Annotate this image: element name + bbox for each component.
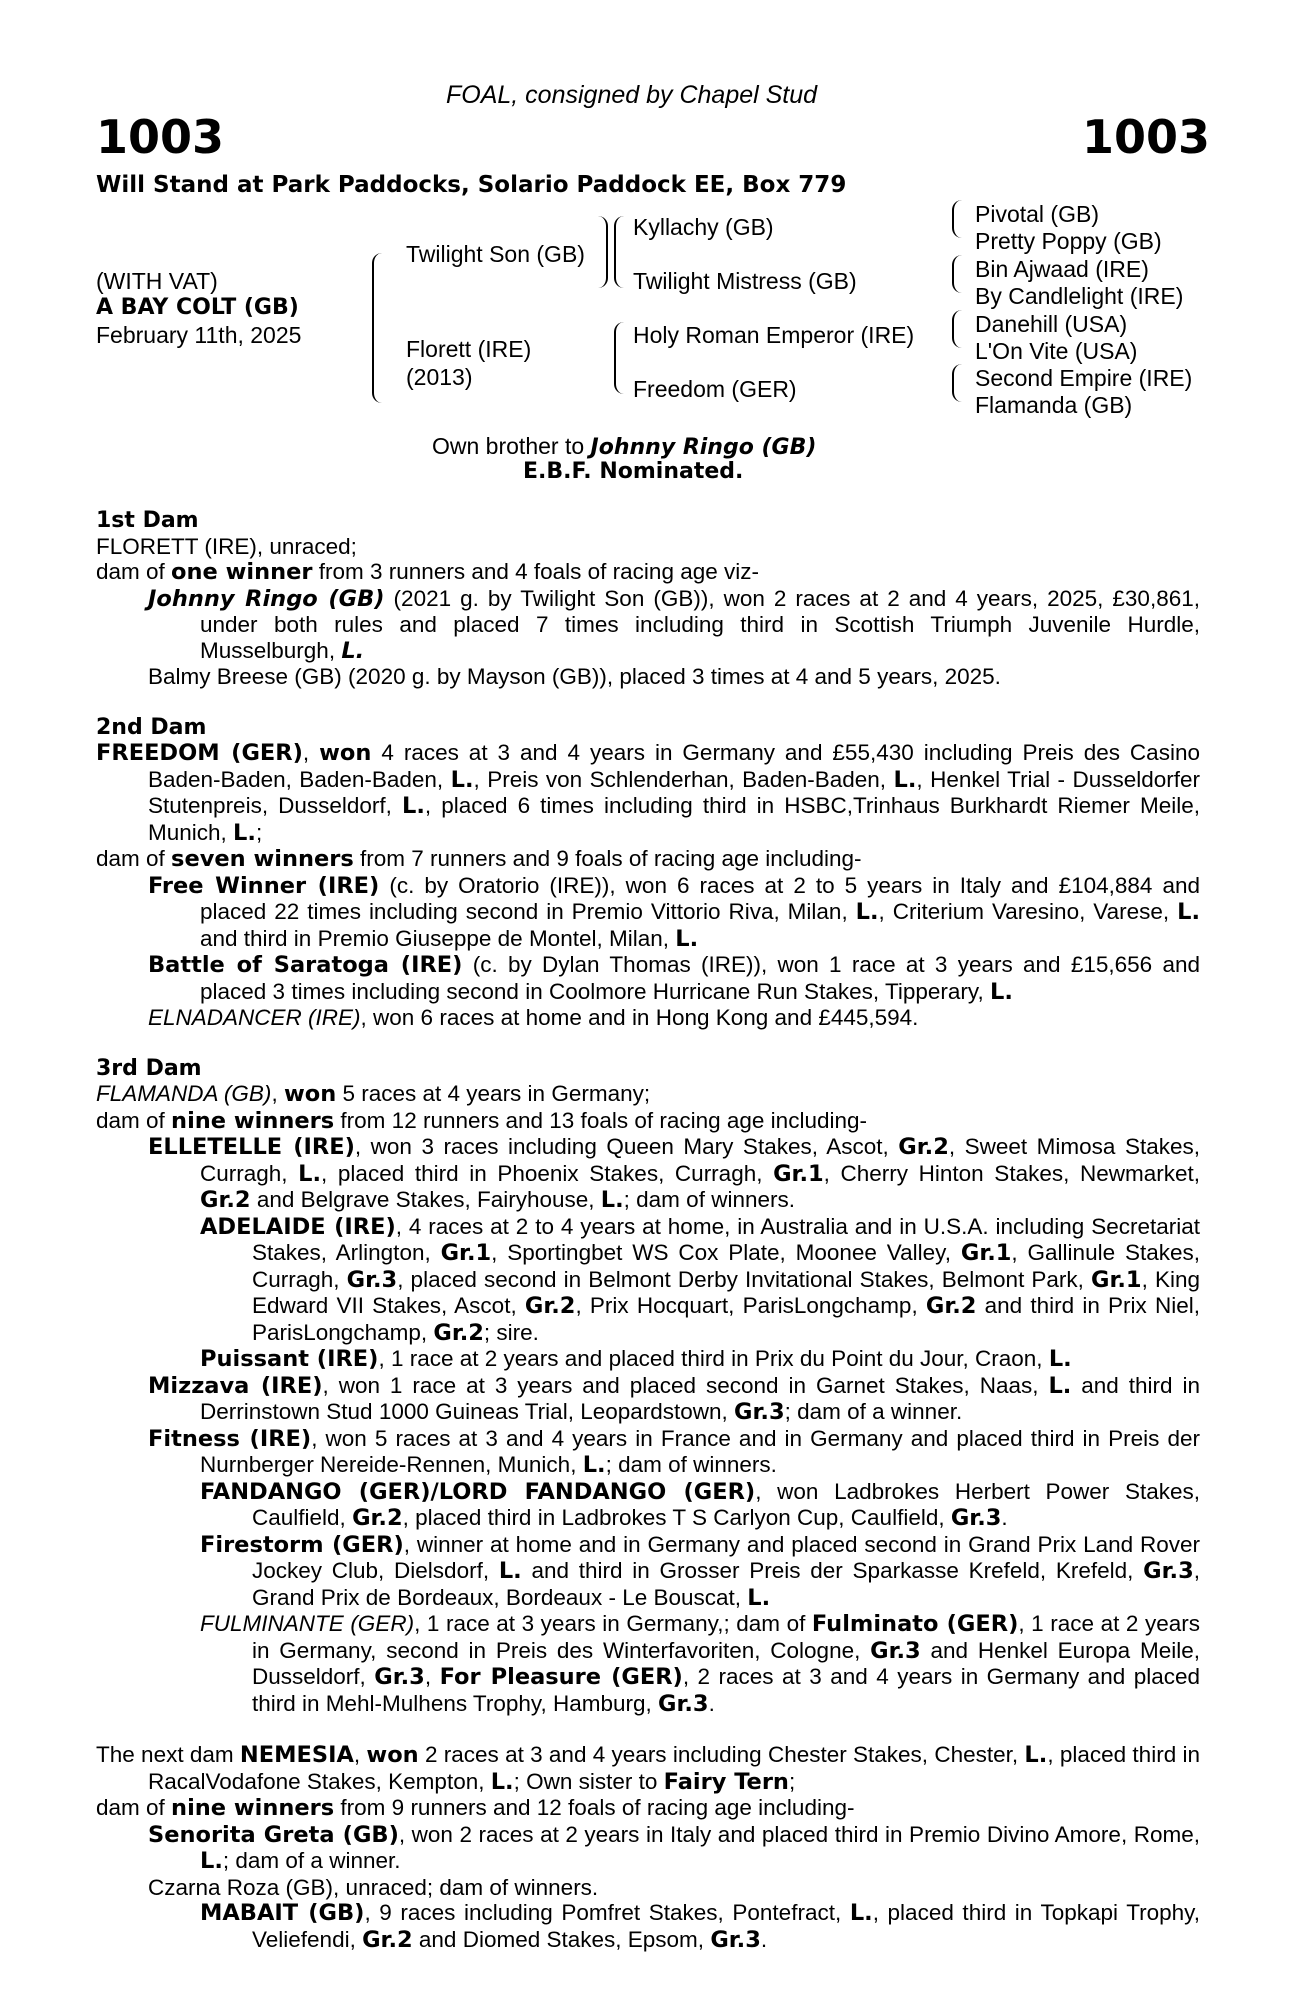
ebf-nominated: E.B.F. Nominated. — [523, 459, 744, 484]
text-run: , — [424, 1664, 440, 1689]
text-run: L. — [600, 1187, 624, 1213]
text-run: and Henkel Europa Meile, Dusseldorf, — [252, 1637, 1200, 1689]
text-run: L. — [1177, 899, 1201, 925]
text-run: L. — [582, 1452, 606, 1478]
third-dam-description — [96, 1081, 1200, 1108]
produce-johnny-ringo — [148, 586, 1200, 665]
text-run: L. — [498, 1558, 522, 1584]
second-dam-description: FREEDOM (GER), won 4 races at 3 and 4 years in Germany and £55,430 including Preis des Casino Baden-Baden, Baden-Baden, L., Preis von Schlenderhan, Baden-Baden, L., Henkel Trial - Dusseldorfer Stutenpreis, Dusseldorf, L., placed 6 times including third in HSBC,Trinhaus Burkhardt Riemer Meile, Munich, L.; — [96, 740, 1200, 846]
text-run: Gr.2 — [200, 1187, 251, 1213]
text-run: ; sire. — [483, 1319, 539, 1345]
text-run: , won 1 race at 3 years and placed second in Garnet Stakes, Naas, — [322, 1372, 1049, 1398]
dam-dam-name: Freedom (GER) — [633, 376, 797, 402]
text-run: , placed second in Belmont Derby Invitational Stakes, Belmont Park, — [397, 1266, 1092, 1292]
text-run: L. — [747, 1584, 771, 1611]
pedigree-brace-sire — [614, 216, 626, 288]
text-run: , won 2 races at 2 years in Italy and placed third in Premio Divino Amore, Rome, — [398, 1821, 1200, 1847]
text-run: , won 6 races at home and in Hong Kong and £445,594. — [360, 1005, 919, 1030]
text-run: Fitness (IRE) — [148, 1425, 312, 1452]
text-run: seven winners — [171, 846, 354, 872]
dam-year: (2013) — [406, 364, 473, 390]
second-dam-heading: 2nd Dam — [96, 714, 207, 740]
text-run: Mizzava (IRE) — [148, 1372, 323, 1399]
text-run: L. — [490, 1768, 514, 1795]
text-run: . — [760, 1926, 768, 1952]
text-run: , King Edward VII Stakes, Ascot, — [252, 1266, 1200, 1318]
produce-fulminante — [200, 1611, 1200, 1717]
own-brother-note — [432, 433, 816, 461]
produce-firestorm — [200, 1532, 1200, 1612]
text-run: , placed 6 times including third in HSBC,Trinhaus Burkhardt Riemer Meile, Munich, — [148, 793, 1200, 845]
text-run: L. — [450, 766, 474, 793]
text-run: Free Winner (IRE) — [148, 872, 380, 899]
text-run: won — [366, 1742, 419, 1768]
text-run: and third in Derrinstown Stud 1000 Guineas Trial, Leopardstown, — [200, 1372, 1201, 1424]
text-run: Gr.3 — [734, 1399, 785, 1425]
pedigree-brace-g1 — [952, 200, 964, 238]
produce-elnadancer — [148, 1005, 1200, 1031]
ancestor-second-empire: Second Empire (IRE) — [975, 365, 1193, 391]
text-run: ; dam of winners. — [605, 1452, 777, 1477]
text-run: L. — [402, 793, 425, 819]
produce-elletelle — [148, 1134, 1200, 1214]
text-run: Fulminato (GER) — [811, 1611, 1019, 1637]
text-run: , Sweet Mimosa Stakes, Curragh, — [200, 1134, 1200, 1186]
catalogue-body — [96, 508, 1200, 1953]
text-run: Gr.1 — [440, 1240, 492, 1266]
text-run: ; dam of a winner. — [784, 1399, 963, 1424]
ancestor-lon-vite: L'On Vite (USA) — [975, 338, 1138, 364]
text-run: , 1 race at 2 years and placed third in Prix du Point du Jour, Craon, — [378, 1346, 1049, 1371]
text-run: . — [1001, 1505, 1008, 1530]
text-run: , Gallinule Stakes, Curragh, — [252, 1240, 1200, 1292]
text-run: FULMINANTE (GER) — [200, 1611, 415, 1636]
lot-number-left: 1003 — [96, 110, 225, 164]
text-run: ; dam of winners. — [623, 1187, 795, 1212]
second-dam-produce-summary — [96, 846, 1200, 873]
text-run: L. — [1048, 1346, 1072, 1372]
ancestor-danehill: Danehill (USA) — [975, 311, 1128, 337]
text-run: The next dam — [96, 1742, 240, 1767]
text-run: 5 races at 4 years in Germany; — [336, 1081, 651, 1106]
text-run: Gr.2 — [352, 1505, 403, 1531]
text-run: from 9 runners and 12 foals of racing age including- — [334, 1795, 855, 1820]
text-run: L. — [298, 1160, 322, 1187]
text-run: dam of — [96, 1795, 172, 1820]
text-run: and third in Premio Giuseppe de Montel, Milan, — [200, 925, 676, 951]
produce-battle-of-saratoga — [148, 952, 1200, 1005]
text-run: Gr.2 — [524, 1293, 576, 1319]
text-run: Gr.3 — [710, 1926, 761, 1953]
text-run: , placed third in Topkapi Trophy, Veliefendi, — [252, 1900, 1201, 1952]
text-run: , Cherry Hinton Stakes, Newmarket, — [823, 1160, 1200, 1186]
text-run: from 12 runners and 13 foals of racing age including- — [334, 1107, 867, 1133]
foaling-date: February 11th, 2025 — [96, 322, 302, 348]
text-run: , 4 races at 2 to 4 years at home, in Australia and in U.S.A. including Secretariat Stakes, Arlington, — [252, 1213, 1200, 1265]
text-run: Gr.3 — [374, 1664, 425, 1690]
dam-name: Florett (IRE) — [406, 336, 532, 362]
text-run: FREEDOM (GER) — [96, 740, 303, 766]
text-run: Battle of Saratoga (IRE) — [148, 952, 463, 978]
text-run: . — [708, 1690, 715, 1716]
text-run: L. — [989, 978, 1013, 1005]
ancestor-pretty-poppy: Pretty Poppy (GB) — [975, 228, 1162, 254]
text-run: (c. by Dylan Thomas (IRE)), won 1 race at 3 years and £15,656 and placed 3 times including second in Coolmore Hurricane Run Stakes, Tipperary, — [200, 952, 1200, 1004]
pedigree-brace-main — [372, 253, 386, 403]
text-run: , 1 race at 2 years in Germany, second in Preis des Winterfavoriten, Cologne, — [252, 1611, 1201, 1663]
text-run: , Grand Prix de Bordeaux, Bordeaux - Le Bouscat, — [252, 1558, 1200, 1610]
produce-mizzava — [148, 1373, 1200, 1426]
text-run: FLAMANDA (GB) — [96, 1081, 272, 1106]
text-run: L. — [675, 925, 699, 952]
dam-sire-name: Holy Roman Emperor (IRE) — [633, 322, 915, 348]
text-run: Gr.3 — [950, 1505, 1002, 1531]
text-run: L. — [233, 819, 256, 846]
text-run: , — [353, 1742, 367, 1767]
text-run: , Sportingbet WS Cox Plate, Moonee Valley, — [491, 1240, 961, 1265]
produce-mabait — [200, 1900, 1200, 1953]
text-run: Gr.1 — [960, 1240, 1012, 1266]
text-run: 2 races at 3 and 4 years including Chester Stakes, Chester, — [418, 1742, 1025, 1767]
text-run: L. — [200, 1848, 223, 1874]
text-run: (c. by Oratorio (IRE)), won 6 races at 2 to 5 years in Italy and £104,884 and placed 22 times including second in Premio Vittorio Riva, Milan, — [200, 872, 1200, 924]
text-run: ELNADANCER (IRE) — [148, 1005, 361, 1030]
text-run: (2021 g. by Twilight Son (GB)), won 2 races at 2 and 4 years, 2025, £30,861, under both rules and placed 7 times including third in Scottish Triumph Juvenile Hurdle, Musselburgh, — [200, 585, 1200, 663]
produce-balmy-breese: Balmy Breese (GB) (2020 g. by Mayson (GB)), placed 3 times at 4 and 5 years, 2025. — [148, 664, 1001, 689]
text-run: , placed third in Ladbrokes T S Carlyon Cup, Caulfield, — [402, 1505, 951, 1530]
first-dam-heading: 1st Dam — [96, 508, 199, 533]
text-run: , Criterium Varesino, Varese, — [878, 899, 1178, 924]
text-run: and Belgrave Stakes, Fairyhouse, — [250, 1187, 601, 1212]
text-run: , 1 race at 3 years in Germany,; dam of — [414, 1611, 812, 1636]
own-brother-name: Johnny Ringo (GB) — [590, 435, 817, 460]
text-run: L. — [849, 1900, 873, 1926]
text-run: from 3 runners and 4 foals of racing age viz- — [312, 559, 759, 584]
text-run: and Diomed Stakes, Epsom, — [412, 1926, 711, 1952]
text-run: and third in Grosser Preis der Sparkasse Krefeld, Krefeld, — [521, 1558, 1144, 1583]
text-run: Gr.2 — [925, 1293, 977, 1319]
sire-sire-name: Kyllachy (GB) — [633, 214, 774, 240]
text-run: , 2 races at 3 and 4 years in Germany and placed third in Mehl-Mulhens Trophy, Hamburg, — [252, 1664, 1200, 1716]
text-run: MABAIT (GB) — [200, 1900, 365, 1926]
text-run: , Prix Hocquart, ParisLongchamp, — [575, 1293, 926, 1318]
produce-adelaide — [200, 1214, 1200, 1347]
horse-name: A BAY COLT (GB) — [96, 295, 299, 320]
sire-dam-name: Twilight Mistress (GB) — [633, 268, 857, 294]
text-run: ; — [255, 819, 263, 845]
text-run: won — [319, 740, 372, 766]
text-run: , won Ladbrokes Herbert Power Stakes, Caulfield, — [252, 1478, 1200, 1530]
text-run: , placed third in RacalVodafone Stakes, Kempton, — [148, 1742, 1201, 1794]
ancestor-bin-ajwaad: Bin Ajwaad (IRE) — [975, 256, 1149, 282]
text-run: L. — [341, 637, 365, 664]
first-dam-description: FLORETT (IRE), unraced; — [96, 533, 357, 559]
text-run: Gr.3 — [658, 1690, 709, 1717]
text-run: Gr.1 — [1091, 1266, 1142, 1293]
produce-czarna-roza: Czarna Roza (GB), unraced; dam of winners. — [148, 1874, 599, 1900]
third-dam-heading: 3rd Dam — [96, 1055, 202, 1081]
text-run: from 7 runners and 9 foals of racing age including- — [353, 846, 862, 871]
ancestor-pivotal: Pivotal (GB) — [975, 201, 1099, 227]
text-run: dam of — [96, 846, 172, 871]
text-run: FANDANGO (GER)/LORD FANDANGO (GER) — [200, 1478, 756, 1505]
text-run: For Pleasure (GER) — [439, 1664, 683, 1690]
text-run: , won 5 races at 3 and 4 years in France and in Germany and placed third in Preis der Nurnberger Nereide-Rennen, Munich, — [200, 1425, 1200, 1477]
text-run: , placed third in Phoenix Stakes, Curragh, — [321, 1160, 774, 1186]
text-run: , Henkel Trial - Dusseldorfer Stutenpreis, Dusseldorf, — [148, 766, 1200, 818]
text-run: , won 3 races including Queen Mary Stakes, Ascot, — [354, 1134, 899, 1159]
text-run: Fairy Tern — [663, 1768, 789, 1795]
text-run: 4 races at 3 and 4 years in Germany and £55,430 including Preis des Casino Baden-Baden, Baden-Baden, — [148, 740, 1200, 792]
text-run: Gr.3 — [346, 1266, 398, 1293]
own-brother-prefix: Own brother to — [432, 433, 591, 459]
pedigree-brace-g4 — [952, 364, 964, 402]
text-run: Gr.3 — [870, 1637, 921, 1664]
text-run: Senorita Greta (GB) — [148, 1821, 399, 1848]
third-dam-produce-summary — [96, 1108, 1200, 1135]
text-run: dam of — [96, 1107, 172, 1133]
stand-location: Will Stand at Park Paddocks, Solario Paddock EE, Box 779 — [96, 172, 847, 198]
produce-fitness — [148, 1426, 1200, 1479]
text-run: L. — [855, 899, 879, 925]
produce-free-winner — [148, 873, 1200, 953]
first-dam-produce-summary — [96, 559, 1200, 586]
text-run: won — [283, 1081, 337, 1107]
text-run: L. — [893, 766, 917, 793]
text-run: Gr.2 — [362, 1926, 413, 1953]
text-run: one winner — [171, 559, 313, 585]
text-run: ADELAIDE (IRE) — [200, 1213, 396, 1240]
lot-number-right: 1003 — [1082, 110, 1211, 164]
ancestor-by-candlelight: By Candlelight (IRE) — [975, 283, 1184, 309]
text-run: , winner at home and in Germany and placed second in Grand Prix Land Rover Jockey Club, Dielsdorf, — [252, 1531, 1200, 1583]
produce-fandango — [200, 1479, 1200, 1532]
text-run: Firestorm (GER) — [200, 1531, 404, 1558]
next-dam-description — [96, 1742, 1200, 1795]
text-run: dam of — [96, 559, 172, 584]
text-run: L. — [1024, 1742, 1048, 1768]
consignment-line: FOAL, consigned by Chapel Stud — [446, 81, 818, 109]
text-run: Gr.2 — [433, 1319, 484, 1346]
pedigree-brace-sire-right — [596, 216, 608, 288]
sire-name: Twilight Son (GB) — [406, 241, 585, 267]
produce-puissant — [200, 1346, 1200, 1373]
text-run: Gr.3 — [1143, 1558, 1194, 1584]
next-dam-produce-summary — [96, 1795, 1200, 1822]
text-run: ELLETELLE (IRE) — [148, 1134, 355, 1160]
text-run: nine winners — [171, 1107, 335, 1134]
pedigree-brace-g2 — [952, 255, 964, 293]
text-run: L. — [1048, 1372, 1072, 1399]
ancestor-flamanda: Flamanda (GB) — [975, 392, 1133, 418]
text-run: , Preis von Schlenderhan, Baden-Baden, — [473, 766, 894, 792]
text-run: nine winners — [171, 1795, 335, 1821]
text-run: , — [271, 1081, 284, 1106]
text-run: ; Own sister to — [513, 1768, 664, 1794]
produce-senorita-greta — [148, 1822, 1200, 1875]
text-run: ; dam of a winner. — [222, 1848, 401, 1873]
vat-note: (WITH VAT) — [96, 268, 218, 294]
text-run: Puissant (IRE) — [200, 1346, 379, 1372]
text-run: Johnny Ringo (GB) — [148, 585, 385, 612]
text-run: ; — [788, 1768, 796, 1794]
pedigree-brace-dam — [614, 322, 626, 394]
pedigree-brace-g3 — [952, 310, 964, 348]
text-run: , 9 races including Pomfret Stakes, Pontefract, — [364, 1900, 850, 1925]
text-run: Gr.2 — [898, 1134, 949, 1160]
text-run: NEMESIA — [239, 1742, 354, 1768]
text-run: and third in Prix Niel, ParisLongchamp, — [252, 1293, 1201, 1345]
text-run: Gr.1 — [773, 1160, 824, 1187]
